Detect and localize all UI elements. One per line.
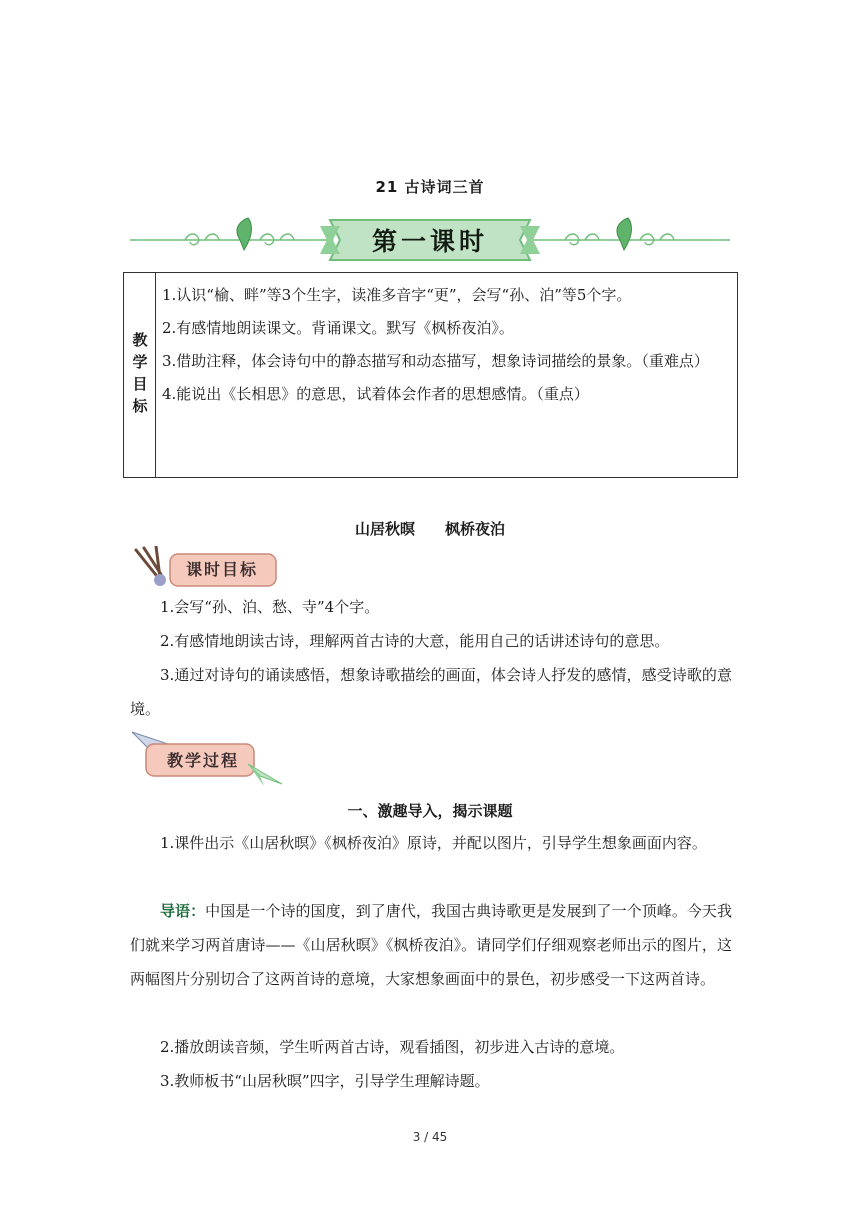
goals-list	[162, 273, 732, 411]
goal-item: 3.借助注释，体会诗句中的静态描写和动态描写，想象诗词描绘的景象。（重难点）	[162, 352, 709, 370]
banner-title: 第一课时	[371, 227, 488, 256]
process-paragraph: 3.教师板书“山居秋暝”四字，引导学生理解诗题。	[160, 1072, 490, 1090]
goal-item: 1.认识“榆、畔”等3个生字，读准多音字“更”，会写“孙、泊”等5个字。	[162, 286, 632, 304]
page-number: 3 / 45	[412, 1130, 448, 1144]
goal-item: 2.有感情地朗读课文。背诵课文。默写《枫桥夜泊》。	[162, 319, 514, 337]
objective-item: 2.有感情地朗读古诗，理解两首古诗的大意，能用自己的话讲述诗句的意思。	[160, 632, 670, 650]
goals-label-char: 标	[132, 397, 148, 415]
lead-paragraph	[130, 894, 732, 996]
goals-label-char: 学	[132, 353, 148, 371]
section-heading: 一、激趣导入，揭示课题	[347, 802, 513, 820]
goals-label-char: 教	[132, 331, 148, 349]
process-paragraph: 1.课件出示《山居秋暝》《枫桥夜泊》原诗，并配以图片，引导学生想象画面内容。	[160, 834, 707, 852]
lead-text: 中国是一个诗的国度，到了唐代，我国古典诗歌更是发展到了一个顶峰。今天我们就来学习两首唐诗——《山居秋暝》《枫桥夜泊》。请同学们仔细观察老师出示的图片，这两幅图片分别切合了这两首诗的意境，大家想象画面中的景色，初步感受一下这两首诗。	[130, 902, 732, 988]
lead-label: 导语：	[160, 902, 206, 920]
objective-item: 1.会写“孙、泊、愁、寺”4个字。	[160, 598, 380, 616]
objective-item: 3.通过对诗句的诵读感悟，想象诗歌描绘的画面，体会诗人抒发的感情，感受诗歌的意境。	[130, 666, 732, 718]
goals-table	[123, 272, 738, 478]
poems-title: 山居秋暝 枫桥夜泊	[354, 520, 505, 538]
badge-process: 教学过程	[166, 751, 239, 770]
lesson-title: 21 古诗词三首	[375, 178, 485, 196]
goal-item: 4.能说出《长相思》的意思，试着体会作者的思想感情。（重点）	[162, 385, 589, 403]
goals-label	[124, 329, 156, 417]
badge-objectives: 课时目标	[185, 560, 258, 579]
goals-label-char: 目	[132, 375, 148, 393]
process-paragraph: 2.播放朗读音频，学生听两首古诗，观看插图，初步进入古诗的意境。	[160, 1038, 625, 1056]
